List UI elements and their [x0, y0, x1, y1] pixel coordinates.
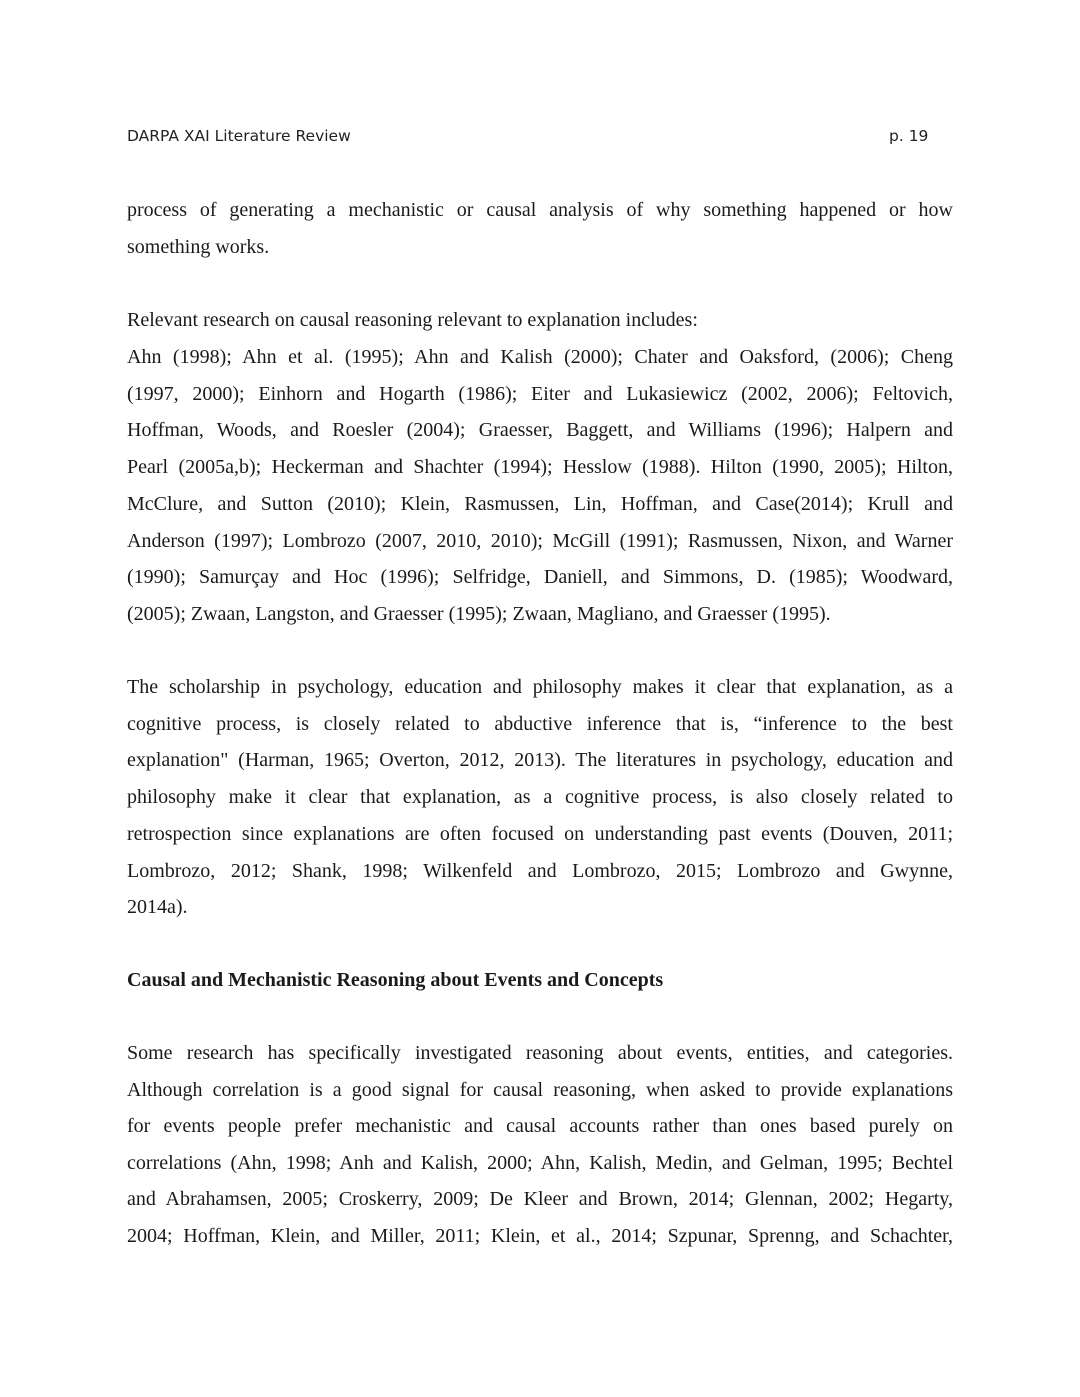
- p3-line: 2014a).: [127, 896, 188, 919]
- p4-line: and Abrahamsen, 2005; Croskerry, 2009; De Kleer and Brown, 2014; Glennan, 2002; Hegarty,: [127, 1188, 953, 1211]
- p2-line: Pearl (2005a,b); Heckerman and Shachter (1994); Hesslow (1988). Hilton (1990, 2005); Hilton,: [127, 456, 953, 479]
- p1-line: process of generating a mechanistic or causal analysis of why something happened or how: [127, 199, 953, 221]
- p4-line: for events people prefer mechanistic and causal accounts rather than ones based purely on: [127, 1115, 953, 1138]
- p3-line: cognitive process, is closely related to abductive inference that is, “inference to the best: [127, 712, 953, 735]
- p3-line: philosophy make it clear that explanation, as a cognitive process, is also closely related to: [127, 786, 953, 809]
- p3-line: Lombrozo, 2012; Shank, 1998; Wilkenfeld and Lombrozo, 2015; Lombrozo and Gwynne,: [127, 859, 953, 882]
- p2-line: (1990); Samurçay and Hoc (1996); Selfridge, Daniell, and Simmons, D. (1985); Woodward,: [127, 566, 953, 589]
- p4-line: correlations (Ahn, 1998; Anh and Kalish, 2000; Ahn, Kalish, Medin, and Gelman, 1995; Bechtel: [127, 1151, 953, 1174]
- section-heading: Causal and Mechanistic Reasoning about Events and Concepts: [127, 969, 664, 991]
- p4-line: Although correlation is a good signal for causal reasoning, when asked to provide explanations: [127, 1078, 953, 1101]
- running-header-title: DARPA XAI Literature Review: [127, 127, 351, 145]
- p2-line: McClure, and Sutton (2010); Klein, Rasmussen, Lin, Hoffman, and Case(2014); Krull and: [127, 492, 953, 515]
- p3-line: The scholarship in psychology, education and philosophy makes it clear that explanation, as a: [127, 676, 953, 698]
- p2-line: Anderson (1997); Lombrozo (2007, 2010, 2010); McGill (1991); Rasmussen, Nixon, and Warner: [127, 529, 953, 552]
- paragraph-intro: Relevant research on causal reasoning relevant to explanation includes:: [127, 309, 698, 331]
- p3-line: retrospection since explanations are often focused on understanding past events (Douven, 2011;: [127, 822, 953, 845]
- page-number: p. 19: [889, 127, 929, 145]
- p2-line: Ahn (1998); Ahn et al. (1995); Ahn and Kalish (2000); Chater and Oaksford, (2006); Cheng: [127, 346, 953, 368]
- p4-line: 2004; Hoffman, Klein, and Miller, 2011; Klein, et al., 2014; Szpunar, Sprenng, and Schachter,: [127, 1225, 953, 1247]
- p4-line: Some research has specifically investigated reasoning about events, entities, and categories.: [127, 1042, 953, 1064]
- p1-line: something works.: [127, 235, 270, 258]
- p2-line: (2005); Zwaan, Langston, and Graesser (1995); Zwaan, Magliano, and Graesser (1995).: [127, 602, 831, 625]
- p2-line: (1997, 2000); Einhorn and Hogarth (1986); Eiter and Lukasiewicz (2002, 2006); Feltovich,: [127, 382, 953, 405]
- p3-line: explanation" (Harman, 1965; Overton, 2012, 2013). The literatures in psychology, education and: [127, 749, 953, 772]
- p2-line: Hoffman, Woods, and Roesler (2004); Graesser, Baggett, and Williams (1996); Halpern and: [127, 419, 953, 442]
